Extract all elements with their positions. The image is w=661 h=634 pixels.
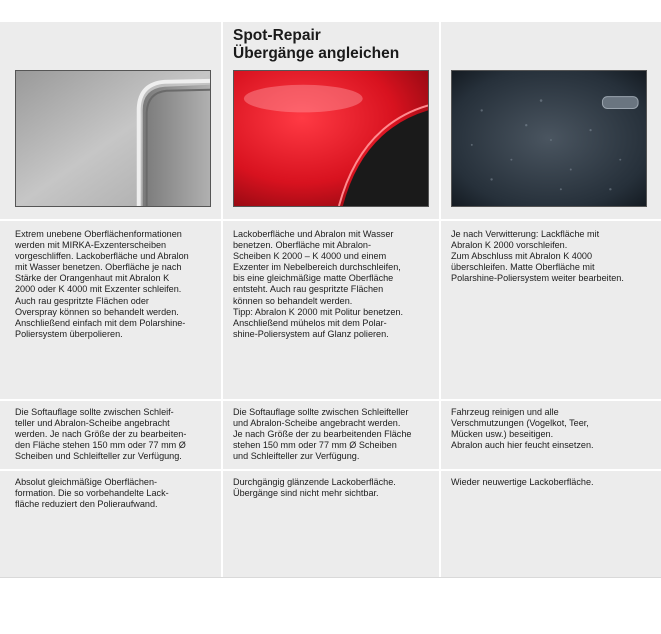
- procedure-cell-1: [15, 229, 220, 340]
- tooling-cell-3: [451, 407, 656, 451]
- procedure-text: Lackoberfläche und Abralon mit Wasser benetzen. Oberfläche mit Abralon- Scheiben K 2000 – K 4000 und einem Exzenter im Nebelbereich durchschleifen, bis eine gleichmäßige matte Oberfläche entsteht. Auch rau gespritzte Flächen können so behandelt werden. Tipp: Abralon K 2000 mit Politur benetzen. Anschließend mühelos mit dem Polar- shine-Poliersystem auf Glanz polieren.: [233, 229, 404, 339]
- weathered-dark-paint-photo: [451, 70, 647, 207]
- red-car-paint-photo: [233, 70, 429, 207]
- grey-orange-peel-paint-photo: [15, 70, 211, 207]
- row-divider: [0, 219, 661, 221]
- page-title: [233, 27, 433, 63]
- tooling-text: Die Softauflage sollte zwischen Schleifteller und Abralon-Scheibe angebracht werden. Je nach Größe der zu bearbeitenden Fläche stehen 150 mm oder 77 mm Ø Scheiben und Schleifteller zur Verfügung.: [233, 407, 412, 462]
- column-divider: [439, 22, 441, 577]
- column-divider: [221, 22, 223, 577]
- result-text: Wieder neuwertige Lackoberfläche.: [451, 477, 594, 487]
- result-cell-3: [451, 477, 656, 488]
- tooling-text: Fahrzeug reinigen und alle Verschmutzungen (Vogelkot, Teer, Mücken usw.) beseitigen. Abralon auch hier feucht einsetzen.: [451, 407, 594, 451]
- row-divider: [0, 399, 661, 401]
- result-text: Durchgängig glänzende Lackoberfläche. Übergänge sind nicht mehr sichtbar.: [233, 477, 396, 499]
- row-divider: [0, 469, 661, 471]
- procedure-cell-3: [451, 229, 656, 284]
- title-line-1: Spot-Repair: [233, 27, 321, 44]
- page-footer-area: [0, 586, 661, 634]
- title-line-2: Übergänge angleichen: [233, 45, 400, 62]
- tooling-cell-1: [15, 407, 220, 462]
- tooling-text: Die Softauflage sollte zwischen Schleif- teller und Abralon-Scheibe angebracht werden. Je nach Größe der zu bearbeiten- den Fläche stehen 150 mm oder 77 mm Ø Scheiben und Schleifteller zur Verfügung.: [15, 407, 187, 462]
- procedure-cell-2: [233, 229, 438, 340]
- result-cell-2: [233, 477, 438, 499]
- comparison-table: [0, 22, 661, 577]
- procedure-text: Je nach Verwitterung: Lackfläche mit Abralon K 2000 vorschleifen. Zum Abschluss mit Abralon K 4000 überschleifen. Matte Oberfläche mit Polarshine-Poliersystem weiter bearbeiten.: [451, 229, 624, 284]
- tooling-cell-2: [233, 407, 438, 462]
- result-cell-1: [15, 477, 220, 510]
- bottom-divider: [0, 577, 661, 578]
- result-text: Absolut gleichmäßige Oberflächen- formation. Die so vorbehandelte Lack- fläche reduziert den Polieraufwand.: [15, 477, 169, 510]
- procedure-text: Extrem unebene Oberflächenformationen werden mit MIRKA-Exzenterscheiben vorgeschliffen. Lackoberfläche und Abralon mit Wasser benetzen. Oberfläche je nach Stärke der Orangenhaut mit Abralon K 2000 oder K 4000 mit Exzenter schleifen. Auch rau gespritzte Flächen oder Overspray können so behandelt werden. Anschließend einfach mit dem Polarshine- Poliersystem überpolieren.: [15, 229, 189, 339]
